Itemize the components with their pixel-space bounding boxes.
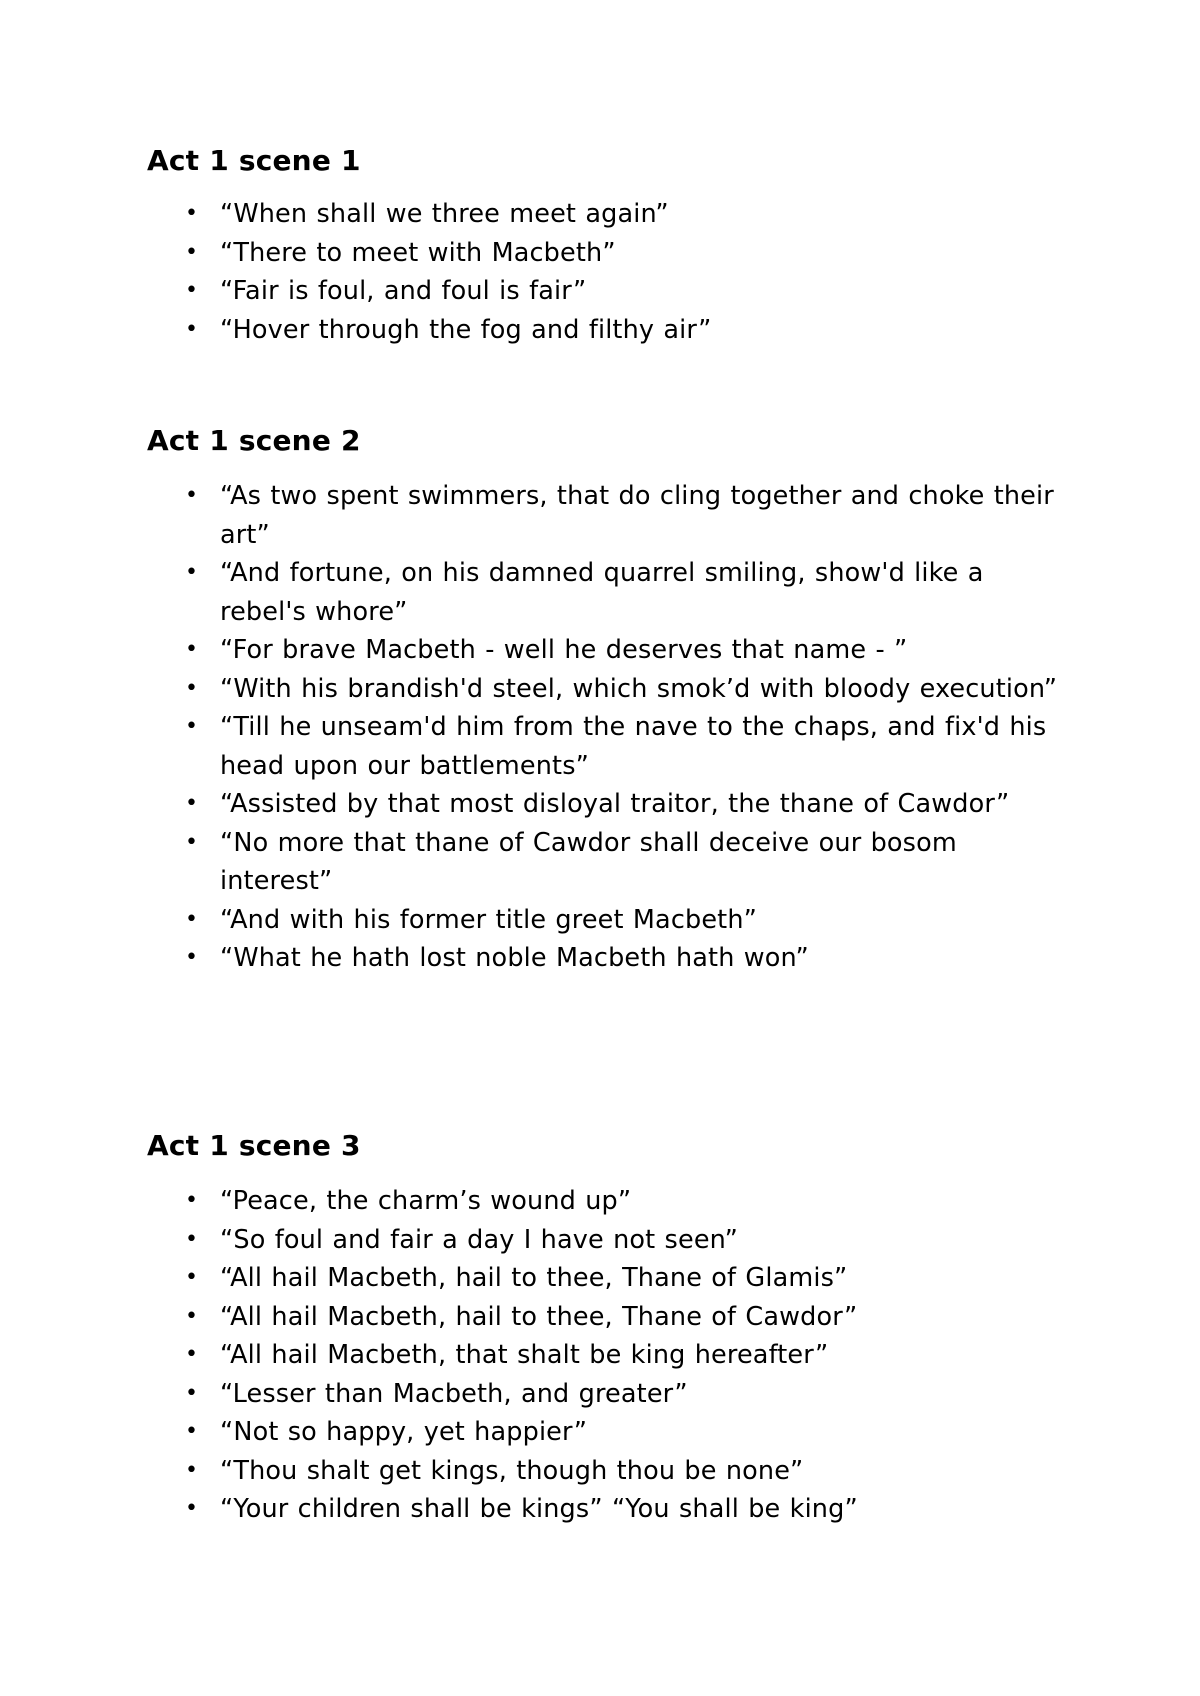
quote-text: “All hail Macbeth, that shalt be king hereafter”: [220, 1340, 829, 1370]
bullet-icon: •: [185, 714, 199, 739]
list-item: [147, 1259, 1067, 1298]
quote-text: “And fortune, on his damned quarrel smiling, show'd like a rebel's whore”: [220, 558, 984, 627]
quote-text: “Not so happy, yet happier”: [220, 1417, 588, 1447]
bullet-icon: •: [185, 560, 199, 585]
list-item: [147, 195, 1067, 234]
bullet-icon: •: [185, 316, 199, 342]
bullet-icon: •: [185, 1496, 199, 1521]
list-item: [147, 939, 1067, 978]
quote-text: “Assisted by that most disloyal traitor, the thane of Cawdor”: [220, 789, 1010, 819]
list-item: [147, 901, 1067, 940]
list-item: [147, 554, 1067, 631]
quote-text: “Your children shall be kings” “You shall be king”: [220, 1494, 858, 1524]
quote-list: [147, 477, 1067, 978]
quote-text: “Peace, the charm’s wound up”: [220, 1186, 632, 1216]
bullet-icon: •: [185, 675, 199, 701]
bullet-icon: •: [185, 1188, 199, 1213]
bullet-icon: •: [185, 278, 199, 303]
bullet-icon: •: [185, 239, 199, 265]
section-heading: Act 1 scene 3: [147, 1129, 361, 1162]
section-heading: Act 1 scene 2: [147, 424, 361, 457]
quote-text: “Thou shalt get kings, though thou be none”: [220, 1455, 804, 1486]
bullet-icon: •: [185, 1457, 199, 1483]
bullet-icon: •: [185, 1226, 199, 1252]
section-act1-scene2: [147, 425, 1067, 978]
bullet-icon: •: [185, 945, 199, 970]
quote-list: [147, 195, 1067, 349]
list-item: [147, 670, 1067, 709]
quote-text: “No more that thane of Cawdor shall deceive our bosom interest”: [220, 827, 957, 896]
quote-text: “All hail Macbeth, hail to thee, Thane of Glamis”: [220, 1263, 848, 1293]
quote-text: “So foul and fair a day I have not seen”: [220, 1224, 738, 1255]
list-item: [147, 1336, 1067, 1375]
bullet-icon: •: [185, 1265, 199, 1290]
quote-text: “There to meet with Macbeth”: [220, 237, 616, 268]
list-item: [147, 1413, 1067, 1452]
bullet-icon: •: [185, 1342, 199, 1367]
quote-text: “And with his former title greet Macbeth”: [220, 904, 757, 935]
list-item: [147, 1182, 1067, 1221]
quote-text: “As two spent swimmers, that do cling together and choke their art”: [220, 481, 1054, 550]
bullet-icon: •: [185, 483, 199, 508]
bullet-icon: •: [185, 1380, 199, 1406]
section-act1-scene3: [147, 1130, 1067, 1529]
list-item: [147, 477, 1067, 554]
bullet-icon: •: [185, 906, 199, 932]
list-item: [147, 708, 1067, 785]
quote-text: “Fair is foul, and foul is fair”: [220, 276, 587, 306]
list-item: [147, 824, 1067, 901]
list-item: [147, 785, 1067, 824]
quote-text: “All hail Macbeth, hail to thee, Thane of Cawdor”: [220, 1301, 858, 1332]
list-item: [147, 631, 1067, 670]
bullet-icon: •: [185, 791, 199, 816]
quote-text: “When shall we three meet again”: [220, 199, 669, 229]
list-item: [147, 1221, 1067, 1260]
list-item: [147, 272, 1067, 311]
quote-text: “Lesser than Macbeth, and greater”: [220, 1378, 688, 1409]
quote-text: “Hover through the fog and filthy air”: [220, 314, 712, 345]
quote-list: [147, 1182, 1067, 1529]
quote-text: “What he hath lost noble Macbeth hath won”: [220, 943, 809, 973]
quote-text: “For brave Macbeth - well he deserves that name - ”: [220, 635, 908, 665]
quote-text: “Till he unseam'd him from the nave to the chaps, and fix'd his head upon our battlements”: [220, 712, 1047, 781]
bullet-icon: •: [185, 637, 199, 662]
list-item: [147, 1452, 1067, 1491]
list-item: [147, 1375, 1067, 1414]
list-item: [147, 311, 1067, 350]
bullet-icon: •: [185, 829, 199, 855]
list-item: [147, 234, 1067, 273]
list-item: [147, 1298, 1067, 1337]
bullet-icon: •: [185, 201, 199, 226]
quote-text: “With his brandish'd steel, which smok’d with bloody execution”: [220, 673, 1058, 704]
bullet-icon: •: [185, 1419, 199, 1444]
list-item: [147, 1490, 1067, 1529]
bullet-icon: •: [185, 1303, 199, 1329]
section-heading: Act 1 scene 1: [147, 144, 361, 177]
section-act1-scene1: [147, 145, 1067, 349]
